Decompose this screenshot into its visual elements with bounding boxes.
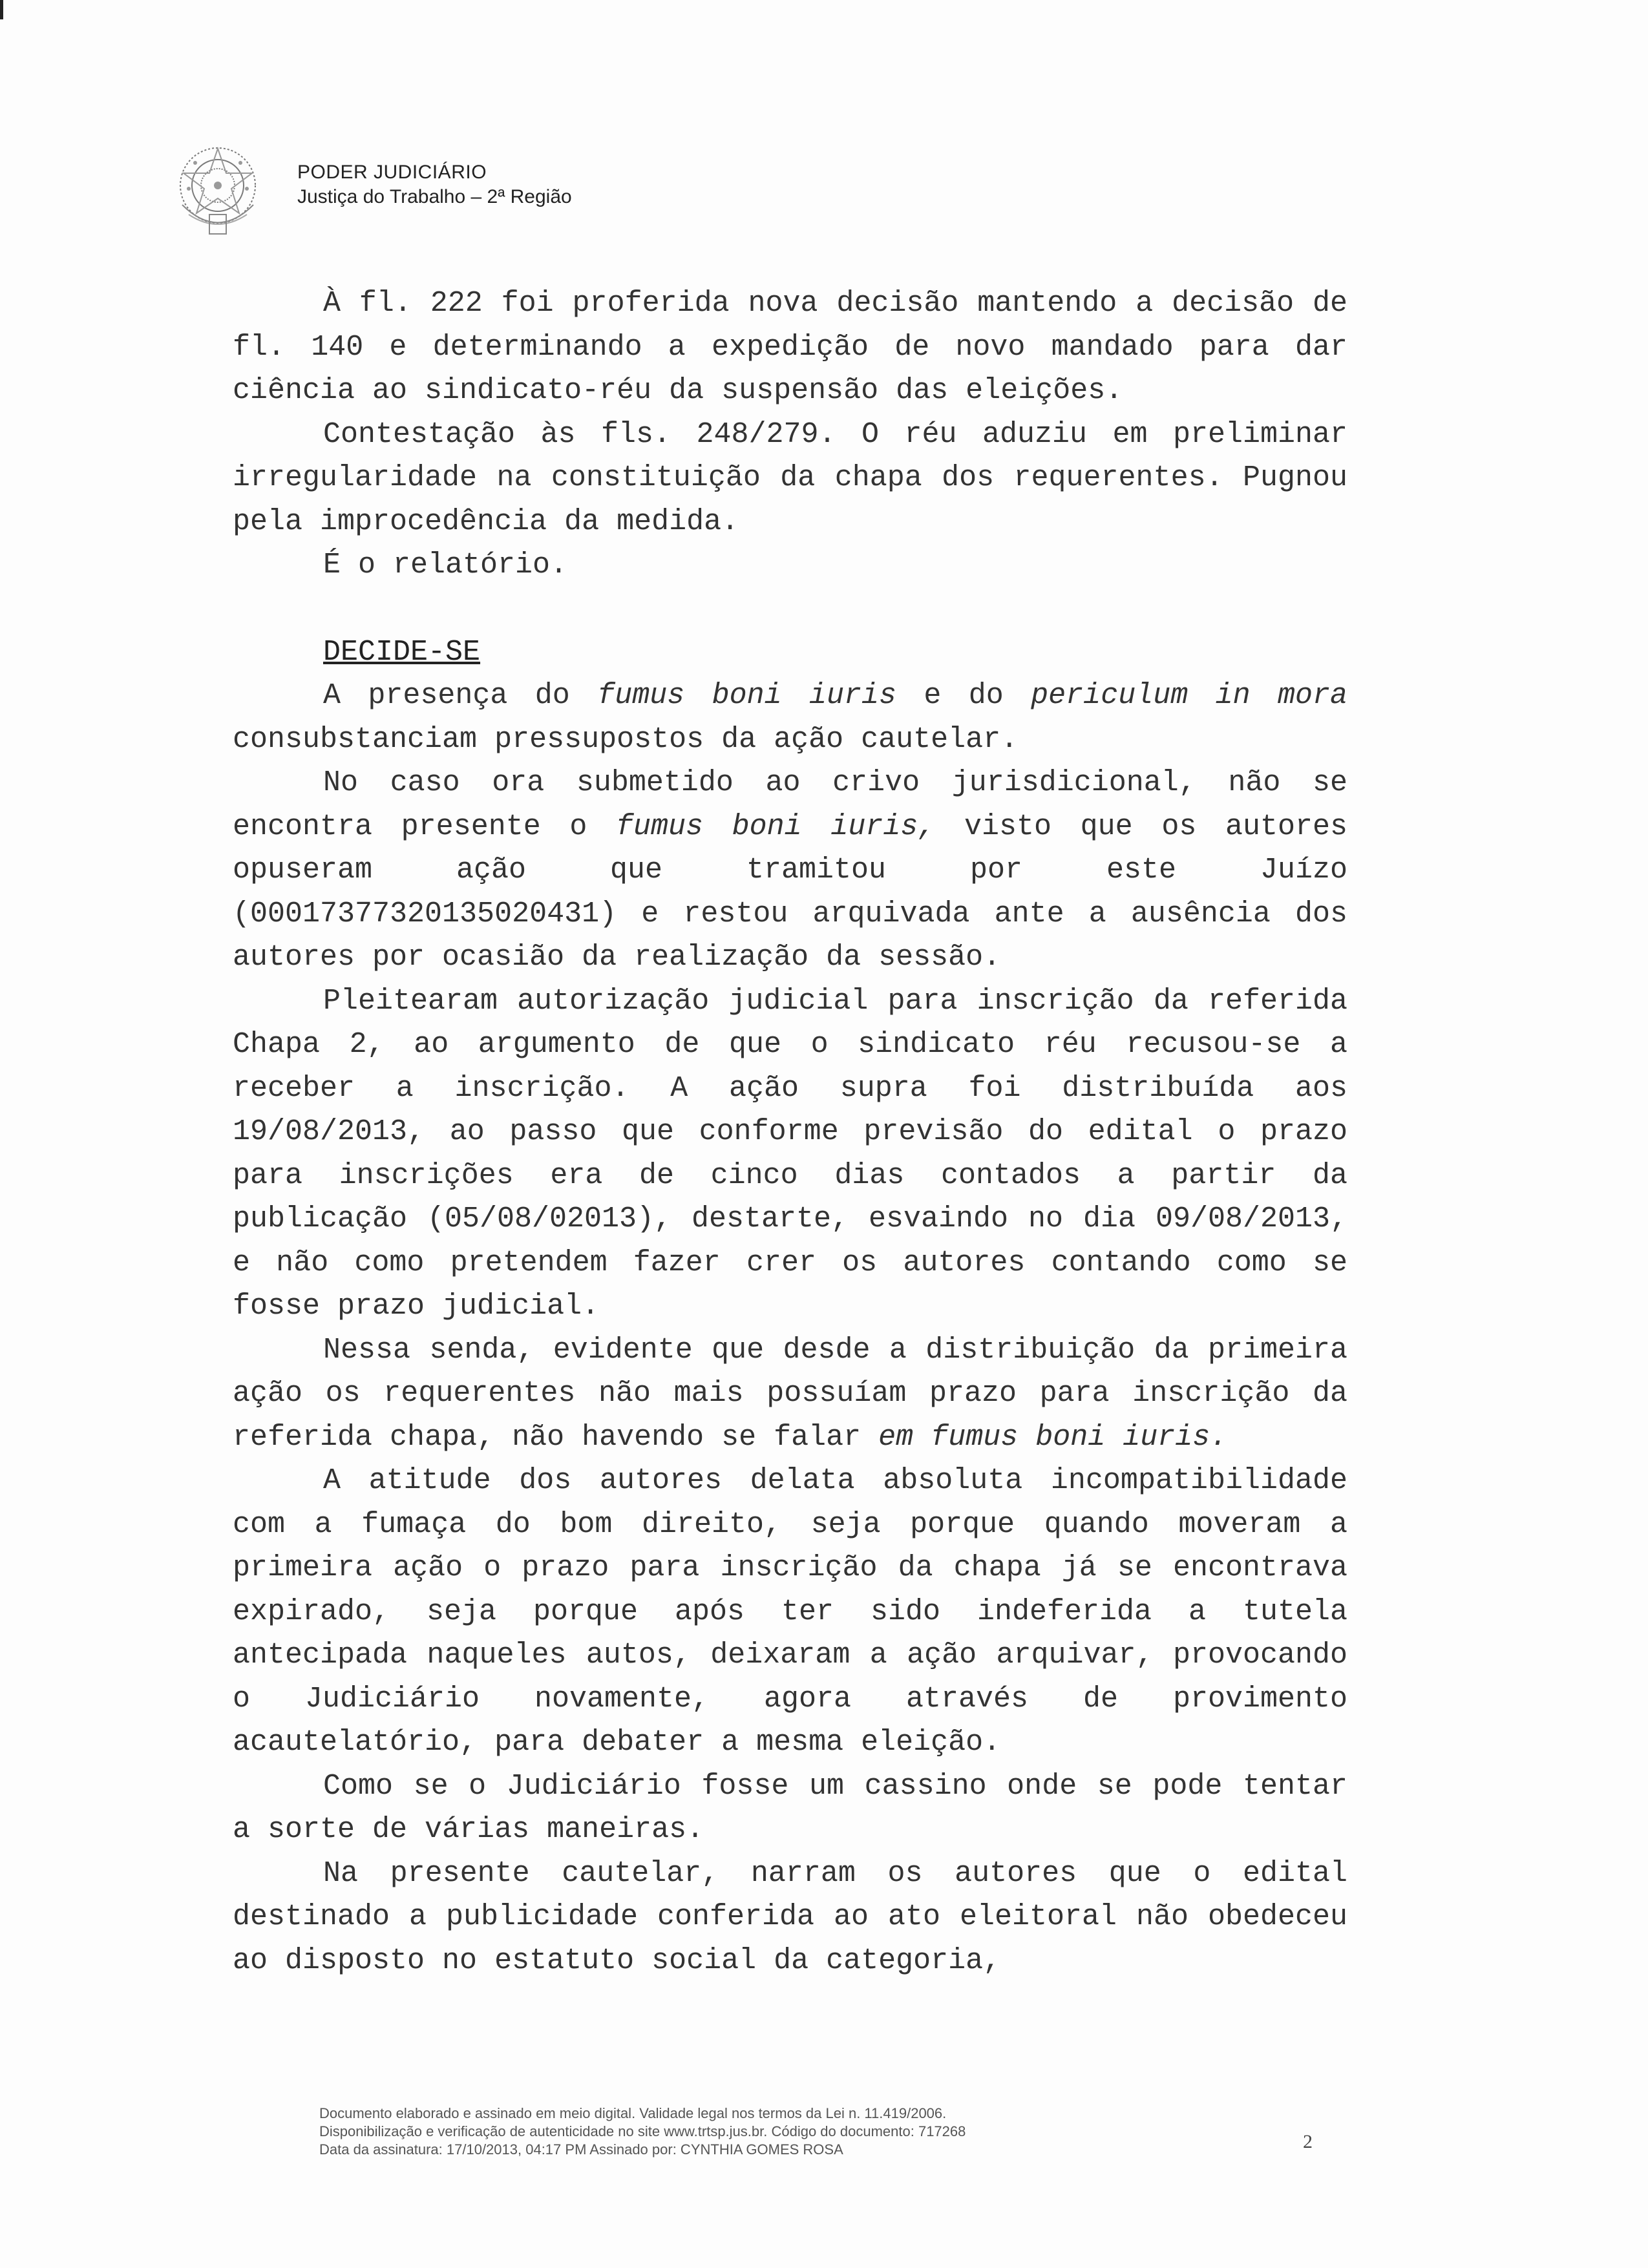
report-section [233, 282, 1347, 587]
letterhead [297, 160, 572, 209]
paragraph-text: No caso ora submetido ao crivo jurisdicional, não se encontra presente o [233, 766, 1347, 843]
italic-term: periculum in mora [1031, 679, 1347, 712]
paragraph-text: Como se o Judiciário fosse um cassino onde se pode tentar a sorte de várias maneiras. [233, 1769, 1347, 1846]
decision-section [233, 674, 1347, 1982]
paragraph-text: À fl. 222 foi proferida nova decisão mantendo a decisão de fl. 140 e determinando a expedição de novo mandado para dar ciência ao sindicato-réu da suspensão das eleições. [233, 287, 1347, 407]
paragraph-text: A presença do [323, 679, 598, 712]
section-heading: DECIDE-SE [323, 635, 481, 669]
paragraph [233, 413, 1347, 544]
footer-validity-line: Documento elaborado e assinado em meio digital. Validade legal nos termos da Lei n. 11.419/2006. [319, 2105, 947, 2121]
paragraph-text: Nessa senda, evidente que desde a distribuição da primeira ação os requerentes não mais possuíam prazo para inscrição da referida chapa, não havendo se falar [233, 1333, 1347, 1454]
italic-term: fumus boni iuris [597, 679, 897, 712]
paragraph [233, 674, 1347, 761]
paragraph-text: e do [896, 679, 1031, 712]
paragraph-text: visto que os autores opuseram ação que tramitou por este Juízo (00017377320135020431) e restou arquivada ante a ausência dos autores por ocasião da realização da sessão. [233, 810, 1348, 974]
coat-of-arms-seal-icon [169, 137, 266, 244]
paragraph-text: Pleitearam autorização judicial para inscrição da referida Chapa 2, ao argumento de que o sindicato réu recusou-se a receber a inscrição. A ação supra foi distribuída aos 19/08/2013, ao passo que conforme previsão do edital o prazo para inscrições era de cinco dias contados a partir da publicação (05/08/02013), destarte, esvaindo no dia 09/08/2013, e não como pretendem fazer crer os autores contando como se fosse prazo judicial. [233, 984, 1347, 1323]
paragraph-text: consubstanciam pressupostos da ação cautelar. [233, 722, 1019, 756]
paragraph-text: Contestação às fls. 248/279. O réu aduziu em preliminar irregularidade na constituição da chapa dos requerentes. Pugnou pela improcedência da medida. [233, 417, 1347, 538]
italic-term: em fumus boni iuris. [878, 1420, 1228, 1454]
paragraph [233, 980, 1347, 1328]
paragraph-text: A atitude dos autores delata absoluta incompatibilidade com a fumaça do bom direito, seja porque quando moveram a primeira ação o prazo para inscrição da chapa já se encontrava expirado, seja porque após ter sido indeferida a tutela antecipada naqueles autos, deixaram a ação arquivar, provocando o Judiciário novamente, agora através de provimento acautelatório, para debater a mesma eleição. [233, 1464, 1347, 1759]
paragraph [233, 543, 1347, 587]
italic-term: fumus boni iuris, [616, 810, 936, 843]
paragraph [233, 282, 1347, 413]
paragraph [233, 1765, 1347, 1852]
paragraph [233, 1328, 1347, 1460]
institution-name: PODER JUDICIÁRIO [297, 162, 487, 183]
paragraph [233, 1852, 1347, 1983]
paragraph [233, 761, 1347, 980]
paragraph-text: É o relatório. [323, 549, 568, 582]
scan-edge-mark [0, 0, 3, 19]
court-name: Justiça do Trabalho – 2ª Região [297, 186, 572, 207]
signature-footer [319, 2105, 966, 2159]
page-number: 2 [1303, 2131, 1313, 2152]
footer-verification-line: Disponibilização e verificação de autenticidade no site www.trtsp.jus.br. Código do documento: 717268 [319, 2123, 966, 2139]
document-body [233, 282, 1347, 1982]
paragraph-text: Na presente cautelar, narram os autores que o edital destinado a publicidade conferida ao ato eleitoral não obedeceu ao disposto no estatuto social da categoria, [233, 1856, 1347, 1977]
paragraph [233, 1459, 1347, 1765]
footer-signature-line: Data da assinatura: 17/10/2013, 04:17 PM Assinado por: CYNTHIA GOMES ROSA [319, 2141, 843, 2158]
